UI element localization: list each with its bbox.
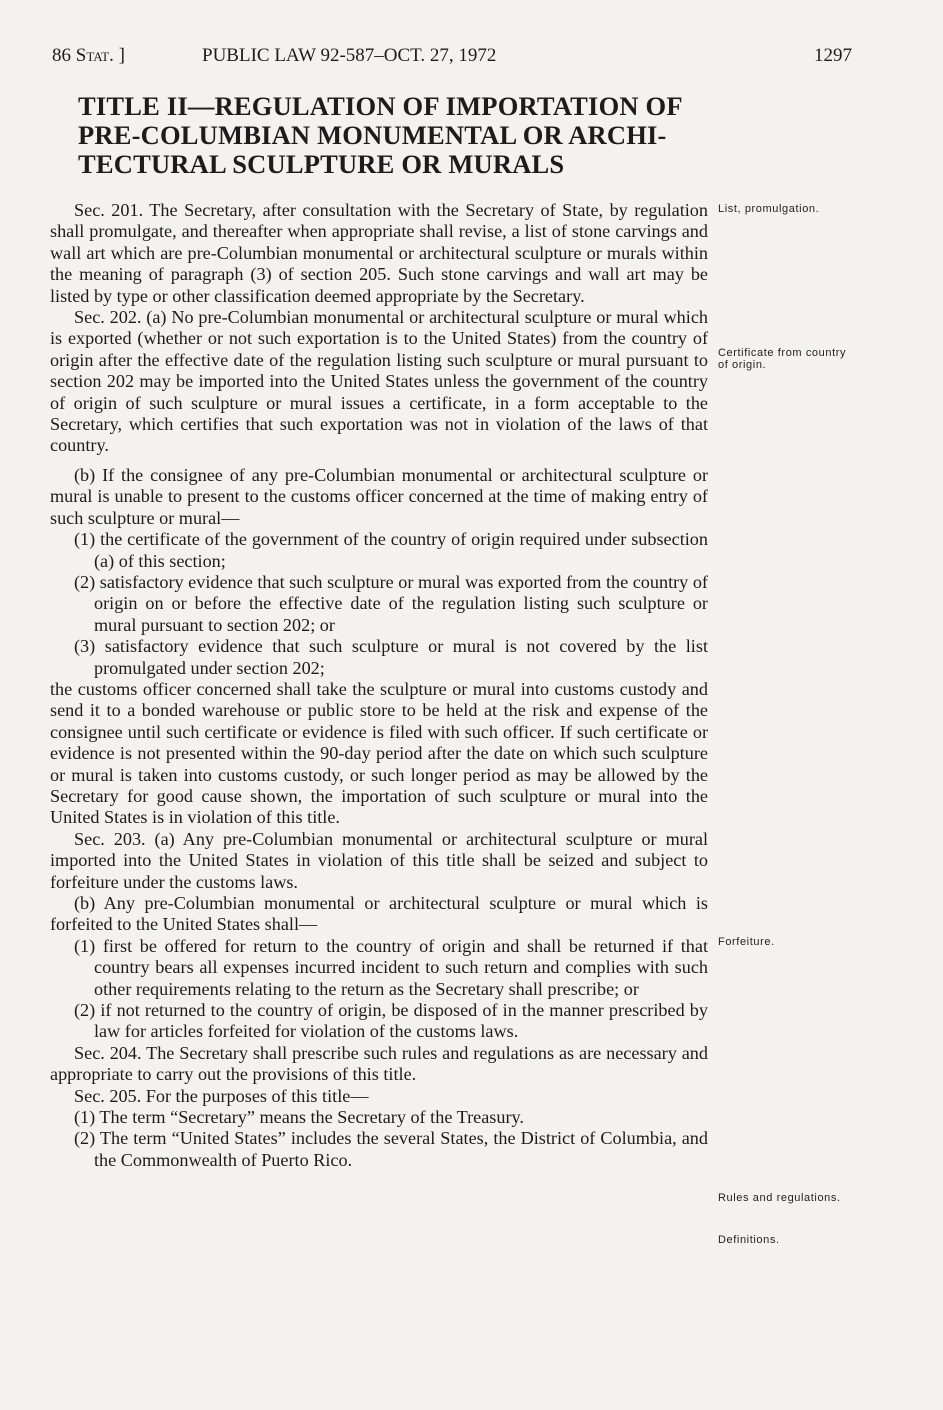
page-number: 1297 xyxy=(814,45,852,66)
section-204: Sec. 204. The Secretary shall prescribe such rules and regulations as are necessary and appropriate to carry out the provisions of this title. xyxy=(50,1042,708,1085)
section-205: Sec. 205. For the purposes of this title— xyxy=(74,1085,369,1106)
section-202-a: Sec. 202. (a) No pre-Columbian monumental or architectural sculpture or mural which is exported (whether or not such exportation is to the United States) from the country of origin after the effective date of the regulation listing such sculpture or mural pursuant to section 202 may be imported into the United States unless the government of the country of origin of such sculpture or mural issues a certificate, in a form acceptable to the Secretary, which certifies that such exportation was not in violation of the laws of that country. xyxy=(50,307,708,456)
section-203-b-2: (2) if not returned to the country of origin, be disposed of in the manner prescribed by law for articles forfeited for violation of the customs laws. xyxy=(74,1000,708,1042)
margin-note-definitions: Definitions. xyxy=(718,1234,780,1246)
margin-note-forfeiture: Forfeiture. xyxy=(718,936,775,948)
page-header xyxy=(52,45,852,75)
section-202-b: (b) If the consignee of any pre-Columbian monumental or architectural sculpture or mural is unable to present to the customs officer concerned at the time of making entry of such sculpture or mural— xyxy=(50,464,708,528)
section-202-b-1: (1) the certificate of the government of the country of origin required under subsection (a) of this section; xyxy=(74,529,708,571)
title-line: PRE-COLUMBIAN MONUMENTAL OR ARCHI- xyxy=(78,120,667,150)
title-line: TECTURAL SCULPTURE OR MURALS xyxy=(78,149,565,179)
section-205-2: (2) The term “United States” includes the several States, the District of Columbia, and the Commonwealth of Puerto Rico. xyxy=(74,1128,708,1170)
statute-body xyxy=(50,200,708,1171)
margin-note-list: List, promulgation. xyxy=(718,203,820,215)
volume-reference: 86 Stat. ] xyxy=(52,45,125,66)
section-202-b-3: (3) satisfactory evidence that such sculpture or mural is not covered by the list promulgated under section 202; xyxy=(74,636,708,678)
title-line: TITLE II—REGULATION OF IMPORTATION OF xyxy=(78,91,683,121)
margin-note-rules: Rules and regulations. xyxy=(718,1192,841,1204)
section-203-a: Sec. 203. (a) Any pre-Columbian monumental or architectural sculpture or mural imported into the United States in violation of this title shall be seized and subject to forfeiture under the customs laws. xyxy=(50,828,708,892)
section-202-b-2: (2) satisfactory evidence that such sculpture or mural was exported from the country of origin on or before the effective date of the regulation listing such sculpture or mural pursuant to section 202; or xyxy=(74,571,708,635)
section-201: Sec. 201. The Secretary, after consultation with the Secretary of State, by regulation shall promulgate, and thereafter when appropriate shall revise, a list of stone carvings and wall art which are pre-Columbian monumental or architectural sculpture or murals within the meaning of paragraph (3) of section 205. Such stone carvings and wall art may be listed by type or other classification deemed appropriate by the Secretary. xyxy=(50,200,708,306)
law-citation: PUBLIC LAW 92-587–OCT. 27, 1972 xyxy=(202,45,497,66)
section-205-1: (1) The term “Secretary” means the Secretary of the Treasury. xyxy=(74,1107,524,1128)
section-203-b: (b) Any pre-Columbian monumental or architectural sculpture or mural which is forfeited to the United States shall— xyxy=(50,893,708,935)
section-202-b-tail: the customs officer concerned shall take the sculpture or mural into customs custody and send it to a bonded warehouse or public store to be held at the risk and expense of the consignee until such certificate or evidence is filed with such officer. If such certificate or evidence is not presented within the 90-day period after the date on which such sculpture or mural is taken into customs custody, or such longer period as may be allowed by the Secretary for good cause shown, the importation of such sculpture or mural into the United States is in violation of this title. xyxy=(50,678,708,828)
margin-note-certificate: Certificate from country of origin. xyxy=(718,347,847,371)
title-heading xyxy=(78,92,736,179)
section-203-b-1: (1) first be offered for return to the country of origin and shall be returned if that country bears all expenses incurred incident to such return and complies with such other requirements relating to the return as the Secretary shall prescribe; or xyxy=(74,935,708,999)
